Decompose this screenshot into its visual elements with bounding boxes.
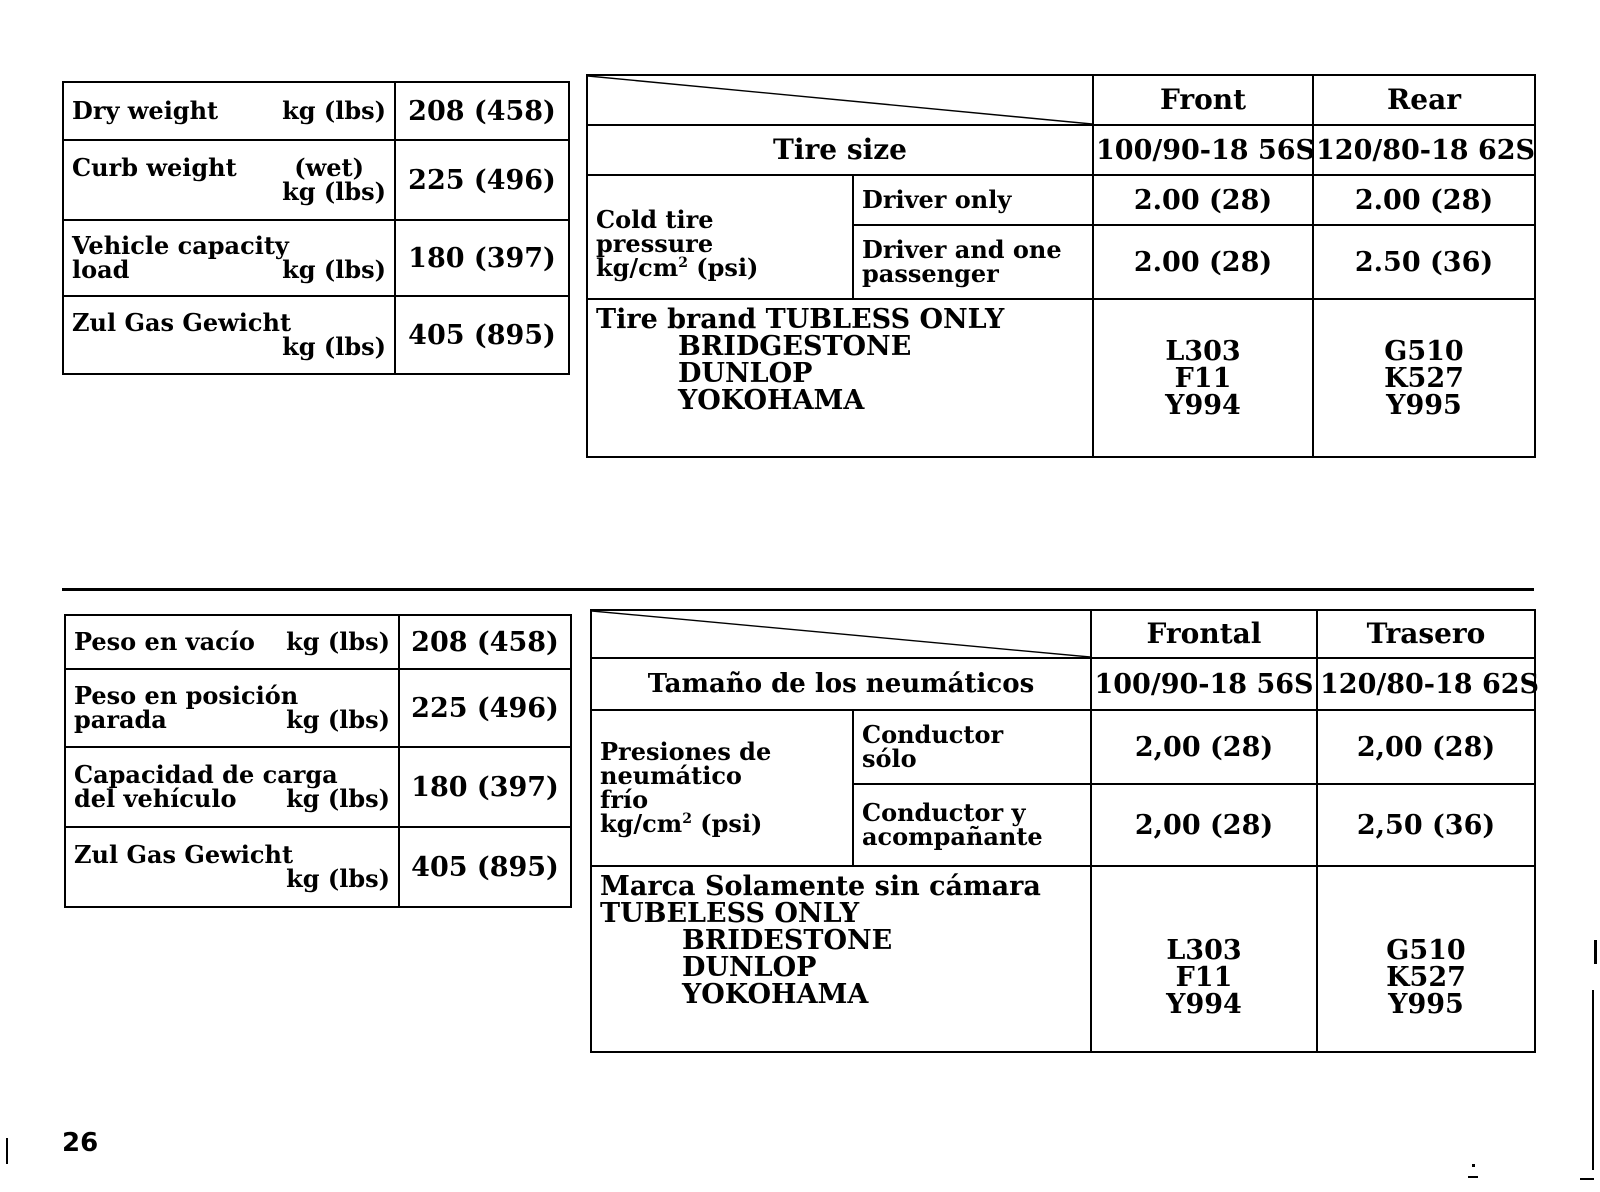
col-frontal-header: Frontal: [1091, 610, 1317, 658]
brand-rear-cell: [1313, 299, 1535, 457]
curb-weight-value: 225 (496): [395, 140, 569, 220]
conductor-solo-label-1: Conductor: [862, 720, 1004, 749]
peso-parada-unit: kg (lbs): [286, 705, 390, 734]
brand-front-model: L303: [1165, 336, 1241, 367]
squared-superscript: 2: [678, 255, 688, 271]
brand-rear-model: G510: [1384, 336, 1464, 367]
peso-parada-label-cell: [65, 669, 399, 747]
diagonal-line: [588, 76, 1092, 124]
marca-label-cell: [591, 866, 1091, 1052]
pressure-label-cell: [587, 175, 853, 299]
conductor-acomp-label-cell: [853, 784, 1091, 866]
marca-front-cell: [1091, 866, 1317, 1052]
brand-name: YOKOHAMA: [678, 385, 865, 416]
brand-rear-model: K527: [1384, 363, 1464, 394]
peso-vacio-label-cell: [65, 615, 399, 669]
presiones-label-cell: [591, 710, 853, 866]
english-weight-table: [62, 81, 570, 375]
pressure-label-1: Cold tire: [596, 205, 714, 234]
table-row: [65, 747, 571, 827]
conductor-acomp-front: 2,00 (28): [1091, 784, 1317, 866]
conductor-acomp-label-1: Conductor y: [862, 798, 1026, 827]
driver-only-rear: 2.00 (28): [1313, 175, 1535, 225]
marca-label-1: Marca Solamente sin cámara: [600, 871, 1041, 902]
gvw-es-label-cell: [65, 827, 399, 907]
page-number: 26: [62, 1128, 99, 1158]
driver-passenger-rear: 2.50 (36): [1313, 225, 1535, 299]
pressure-unit-psi: (psi): [687, 253, 759, 282]
table-row: [65, 827, 571, 907]
gvw-label-cell: [63, 296, 395, 374]
tire-size-front: 100/90-18 56S: [1093, 125, 1313, 175]
brand-front-cell: [1093, 299, 1313, 457]
brand-front-model: Y994: [1166, 989, 1242, 1020]
table-row: [591, 610, 1535, 658]
capacity-load-label-1: Vehicle capacity: [72, 231, 289, 260]
brand-front-model: F11: [1175, 962, 1233, 993]
brand-name: BRIDGESTONE: [678, 331, 912, 362]
brand-rear-model: Y995: [1388, 989, 1464, 1020]
capacidad-label-cell: [65, 747, 399, 827]
driver-passenger-label-2: passenger: [862, 259, 999, 288]
conductor-solo-front: 2,00 (28): [1091, 710, 1317, 784]
conductor-acomp-rear: 2,50 (36): [1317, 784, 1535, 866]
col-rear-header: Rear: [1313, 75, 1535, 125]
col-front-header: Front: [1093, 75, 1313, 125]
conductor-solo-label-cell: [853, 710, 1091, 784]
presiones-unit: kg/cm: [600, 809, 683, 838]
brand-name: DUNLOP: [678, 358, 813, 389]
driver-passenger-label-1: Driver and one: [862, 235, 1062, 264]
tamano-front: 100/90-18 56S: [1091, 658, 1317, 710]
capacidad-label-2: del vehículo: [74, 784, 237, 813]
brand-front-model: F11: [1174, 363, 1232, 394]
table-row: [63, 82, 569, 140]
gvw-unit: kg (lbs): [282, 332, 386, 361]
capacity-load-value: 180 (397): [395, 220, 569, 296]
capacity-load-unit: kg (lbs): [282, 255, 386, 284]
pressure-label-2: pressure: [596, 229, 714, 258]
section-divider: [62, 588, 1534, 591]
peso-vacio-unit: kg (lbs): [286, 627, 390, 656]
scan-mark: [1594, 940, 1597, 964]
scan-mark: [1468, 1176, 1478, 1178]
tire-size-rear: 120/80-18 62S: [1313, 125, 1535, 175]
dry-weight-unit: kg (lbs): [282, 96, 386, 125]
capacity-load-label-2: load: [72, 255, 130, 284]
diagonal-line: [592, 611, 1090, 657]
capacidad-unit: kg (lbs): [286, 784, 390, 813]
pressure-unit: kg/cm: [596, 253, 679, 282]
peso-parada-label-1: Peso en posición: [74, 681, 299, 710]
table-row: [587, 75, 1535, 125]
english-tire-table: [586, 74, 1536, 458]
peso-parada-label-2: parada: [74, 705, 167, 734]
brand-name: DUNLOP: [682, 952, 817, 983]
scan-mark: [1592, 990, 1594, 1170]
table-row: [65, 615, 571, 669]
driver-only-front: 2.00 (28): [1093, 175, 1313, 225]
marca-rear-cell: [1317, 866, 1535, 1052]
table-row: [587, 125, 1535, 175]
diagonal-header-cell: [591, 610, 1091, 658]
dry-weight-label-cell: [63, 82, 395, 140]
gvw-value: 405 (895): [395, 296, 569, 374]
brand-name: YOKOHAMA: [682, 979, 869, 1010]
driver-passenger-label-cell: [853, 225, 1093, 299]
curb-weight-qualifier: (wet): [294, 153, 364, 182]
scan-mark: [6, 1138, 8, 1164]
tamano-label: Tamaño de los neumáticos: [591, 658, 1091, 710]
brand-front-model: L303: [1166, 935, 1242, 966]
table-row: [587, 175, 1535, 225]
scan-mark: [1580, 1178, 1594, 1180]
table-row: [587, 299, 1535, 457]
capacidad-label-1: Capacidad de carga: [74, 760, 338, 789]
capacidad-value: 180 (397): [399, 747, 571, 827]
table-row: [591, 710, 1535, 784]
curb-weight-label-cell: [63, 140, 395, 220]
squared-superscript: 2: [682, 811, 692, 827]
gvw-es-unit: kg (lbs): [286, 864, 390, 893]
conductor-acomp-label-2: acompañante: [862, 822, 1043, 851]
brand-rear-model: G510: [1386, 935, 1466, 966]
diagonal-header-cell: [587, 75, 1093, 125]
spanish-tire-table: [590, 609, 1540, 1053]
scan-mark: [1472, 1164, 1475, 1167]
capacity-load-label-cell: [63, 220, 395, 296]
spanish-weight-table: [64, 614, 572, 908]
peso-vacio-value: 208 (458): [399, 615, 571, 669]
gvw-es-label: Zul Gas Gewicht: [74, 840, 294, 869]
col-trasero-header: Trasero: [1317, 610, 1535, 658]
brand-rear-model: K527: [1386, 962, 1466, 993]
tire-size-label: Tire size: [587, 125, 1093, 175]
brand-label-cell: [587, 299, 1093, 457]
presiones-unit-psi: (psi): [691, 809, 763, 838]
presiones-label-1: Presiones de: [600, 737, 772, 766]
brand-label: Tire brand TUBLESS ONLY: [596, 304, 1005, 335]
tamano-rear: 120/80-18 62S: [1317, 658, 1535, 710]
table-row: [65, 669, 571, 747]
dry-weight-value: 208 (458): [395, 82, 569, 140]
brand-front-model: Y994: [1165, 390, 1241, 421]
conductor-solo-rear: 2,00 (28): [1317, 710, 1535, 784]
curb-weight-unit: kg (lbs): [282, 177, 386, 206]
brand-name: BRIDESTONE: [682, 925, 893, 956]
table-row: [63, 296, 569, 374]
presiones-label-3: frío: [600, 785, 649, 814]
brand-rear-model: Y995: [1386, 390, 1462, 421]
table-row: [591, 658, 1535, 710]
table-row: [63, 220, 569, 296]
marca-label-2: TUBELESS ONLY: [600, 898, 860, 929]
peso-vacio-label: Peso en vacío: [74, 627, 255, 656]
driver-only-label: Driver only: [853, 175, 1093, 225]
table-row: [591, 866, 1535, 1052]
table-row: [63, 140, 569, 220]
gvw-es-value: 405 (895): [399, 827, 571, 907]
curb-weight-label: Curb weight: [72, 153, 237, 182]
conductor-solo-label-2: sólo: [862, 744, 917, 773]
gvw-label: Zul Gas Gewicht: [72, 308, 292, 337]
driver-passenger-front: 2.00 (28): [1093, 225, 1313, 299]
presiones-label-2: neumático: [600, 761, 742, 790]
peso-parada-value: 225 (496): [399, 669, 571, 747]
dry-weight-label: Dry weight: [72, 96, 219, 125]
